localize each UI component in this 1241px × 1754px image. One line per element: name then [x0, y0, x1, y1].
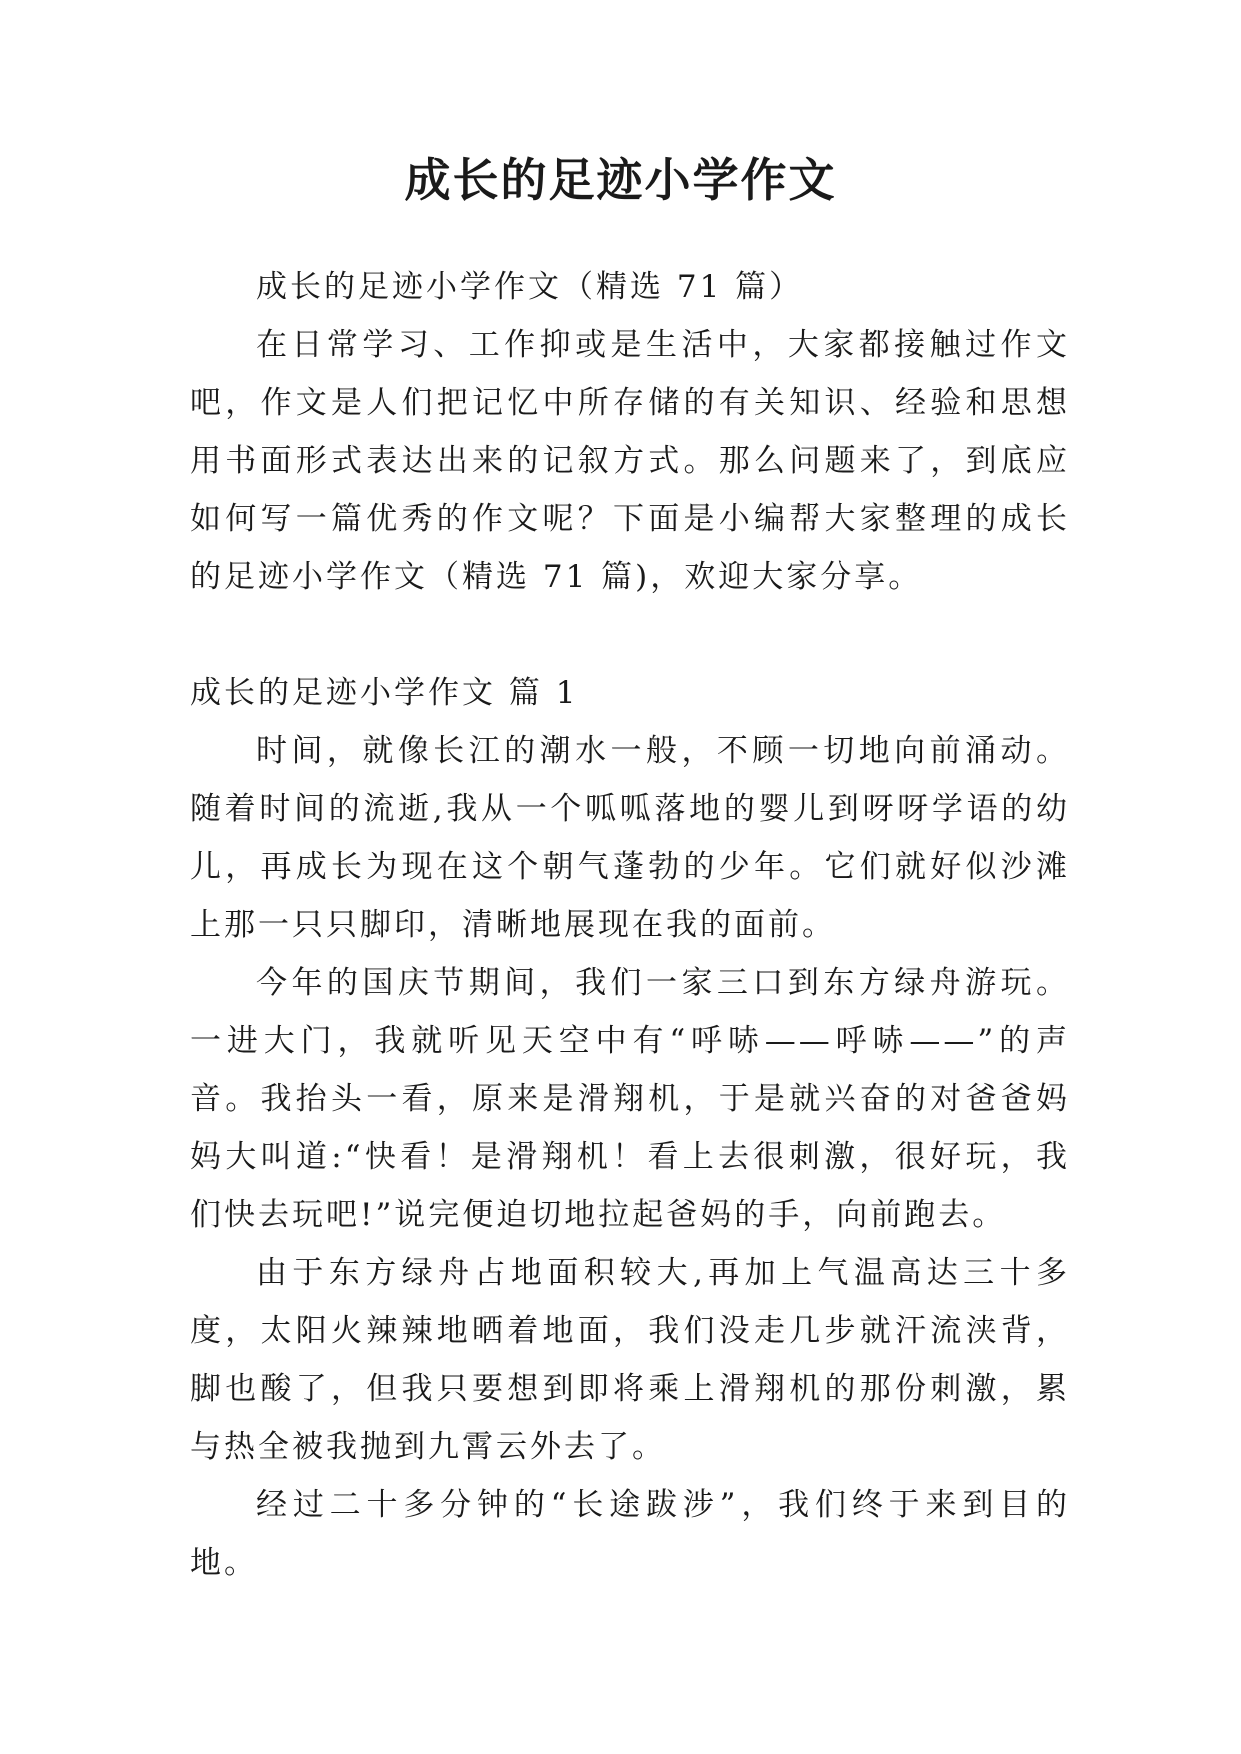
intro-paragraph: 在日常学习、工作抑或是生活中，大家都接触过作文吧，作文是人们把记忆中所存储的有关知识、经验和思想用书面形式表达出来的记叙方式。那么问题来了，到底应如何写一篇优秀的作文呢？下面是小编帮大家整理的成长的足迹小学作文（精选 71 篇)，欢迎大家分享。 — [190, 327, 1070, 595]
document-body — [190, 258, 1070, 1592]
body-paragraph-2: 今年的国庆节期间，我们一家三口到东方绿舟游玩。一进大门，我就听见天空中有“呼哧——呼哧——”的声音。我抬头一看，原来是滑翔机，于是就兴奋的对爸爸妈妈大叫道:“快看！是滑翔机！看上去很刺激，很好玩，我们快去玩吧!”说完便迫切地拉起爸妈的手，向前跑去。 — [190, 965, 1070, 1233]
section-spacer — [190, 606, 1070, 664]
body-paragraph-3: 由于东方绿舟占地面积较大,再加上气温高达三十多度，太阳火辣辣地晒着地面，我们没走几步就汗流浃背，脚也酸了，但我只要想到即将乘上滑翔机的那份刺激，累与热全被我抛到九霄云外去了。 — [190, 1255, 1070, 1465]
body-paragraph-1: 时间，就像长江的潮水一般，不顾一切地向前涌动。随着时间的流逝,我从一个呱呱落地的婴儿到呀呀学语的幼儿，再成长为现在这个朝气蓬勃的少年。它们就好似沙滩上那一只只脚印，清晰地展现在我的面前。 — [190, 733, 1070, 943]
document-title: 成长的足迹小学作文 — [404, 153, 837, 207]
section-heading: 成长的足迹小学作文 篇 1 — [190, 675, 579, 711]
body-paragraph-4: 经过二十多分钟的“长途跋涉”，我们终于来到目的地。 — [190, 1487, 1070, 1581]
document-subtitle: 成长的足迹小学作文（精选 71 篇） — [256, 269, 804, 305]
